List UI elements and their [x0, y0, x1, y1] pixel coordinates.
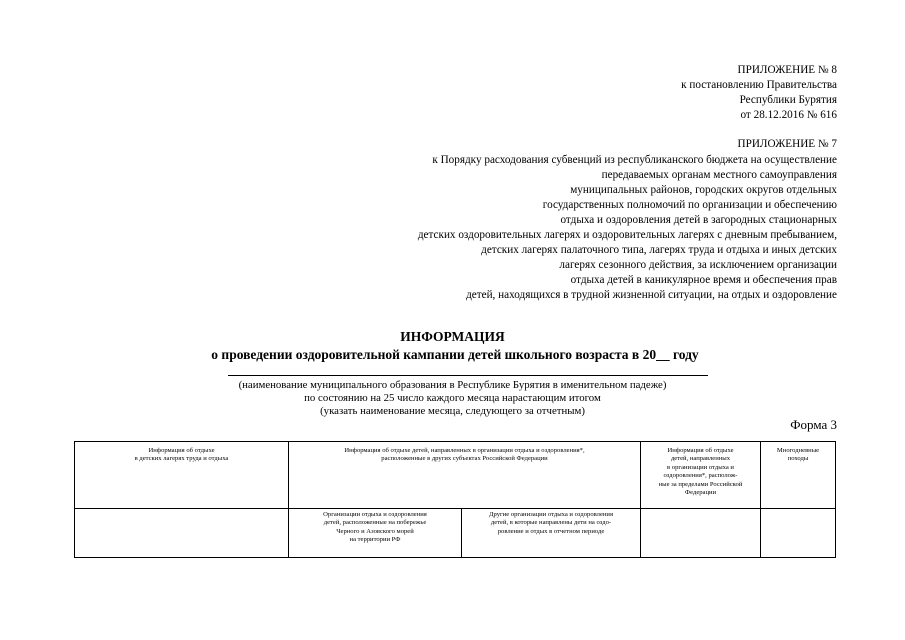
table-border-right	[835, 441, 836, 558]
table-border-bottom	[74, 557, 836, 558]
subheader-text: детей, в которые направлены дети на оздо-	[490, 519, 612, 527]
header-text: детей, направленных	[670, 455, 731, 463]
month-hint: (указать наименование месяца, следующего за отчетным)	[320, 405, 585, 417]
appendix-7-line: к Порядку расходования субвенций из республиканского бюджета на осуществление	[432, 154, 837, 166]
header-cell-abroad	[641, 447, 760, 497]
subheader-text: Черного и Азовского морей	[336, 527, 414, 535]
appendix-7-line: ПРИЛОЖЕНИЕ № 7	[737, 138, 837, 150]
header-cell-labor-camps	[75, 447, 288, 464]
header-text: походы	[787, 455, 809, 463]
document-subtitle: о проведении оздоровительной кампании детей школьного возраста в 20__ году	[211, 347, 699, 362]
as-of-note: по состоянию на 25 число каждого месяца нарастающим итогом	[304, 392, 601, 404]
header-text: Информация об отдыхе	[667, 447, 734, 454]
subheader-cell-other-organizations	[462, 511, 640, 536]
appendix-7-line: отдыха и оздоровления детей в загородных стационарных	[560, 214, 837, 226]
municipality-hint: (наименование муниципального образования в Республике Бурятия в именительном падеже)	[238, 379, 667, 391]
form-label: Форма 3	[790, 417, 837, 432]
table-border-top	[74, 441, 836, 442]
header-text: Многодневные	[776, 447, 820, 454]
header-text: в детских лагерях труда и отдыха	[134, 455, 229, 463]
appendix-8-line: к постановлению Правительства	[681, 79, 837, 91]
subheader-text: на территории РФ	[349, 536, 401, 544]
appendix-8-line: ПРИЛОЖЕНИЕ № 8	[737, 64, 837, 76]
subheader-cell-black-azov-seas	[289, 511, 461, 545]
appendix-8-block	[681, 63, 837, 123]
document-title: ИНФОРМАЦИЯ	[400, 329, 505, 344]
subheader-text: детей, расположенные на побережье	[323, 519, 427, 527]
header-text: оздоровления*, располож-	[663, 472, 738, 480]
header-text: Федерации	[684, 489, 717, 497]
subheader-text: Организации отдыха и оздоровления	[323, 511, 427, 518]
header-cell-other-regions	[289, 447, 640, 464]
appendix-8-line: Республики Бурятия	[739, 94, 837, 106]
report-table	[74, 441, 836, 558]
appendix-7-line: детских оздоровительных лагерях и оздоровительных лагерях с дневным пребыванием,	[417, 229, 837, 241]
appendix-7-block	[418, 137, 837, 303]
appendix-7-line: отдыха детей в каникулярное время и обеспечения прав	[570, 274, 837, 286]
header-text: Информация об отдыхе	[148, 447, 215, 454]
table-row-divider	[74, 508, 836, 509]
header-text: в организации отдыха и	[667, 463, 734, 471]
appendix-7-line: передаваемых органам местного самоуправления	[601, 169, 837, 181]
header-text: Информация об отдыхе детей, направленных в организации отдыха и оздоровления*,	[344, 447, 585, 454]
subheader-text: Другие организации отдыха и оздоровления	[489, 511, 613, 518]
appendix-8-line: от 28.12.2016 № 616	[740, 109, 837, 121]
appendix-7-line: государственных полномочий по организации и обеспечению	[542, 199, 837, 211]
municipality-fill-line	[228, 375, 708, 376]
appendix-7-line: детей, находящихся в трудной жизненной ситуации, на отдых и оздоровление	[466, 289, 837, 301]
header-cell-hiking	[761, 447, 835, 464]
appendix-7-line: детских лагерях палаточного типа, лагерях труда и отдыха и иных детских	[481, 244, 837, 256]
appendix-7-line: лагерях сезонного действия, за исключением организации	[559, 259, 837, 271]
header-text: расположенные в других субъектах Российской Федерации	[381, 455, 548, 463]
header-text: ные за пределами Российской	[658, 480, 743, 488]
appendix-7-line: муниципальных районов, городских округов отдельных	[570, 184, 837, 196]
subheader-text: ровление и отдых в отчетном периоде	[497, 527, 605, 535]
